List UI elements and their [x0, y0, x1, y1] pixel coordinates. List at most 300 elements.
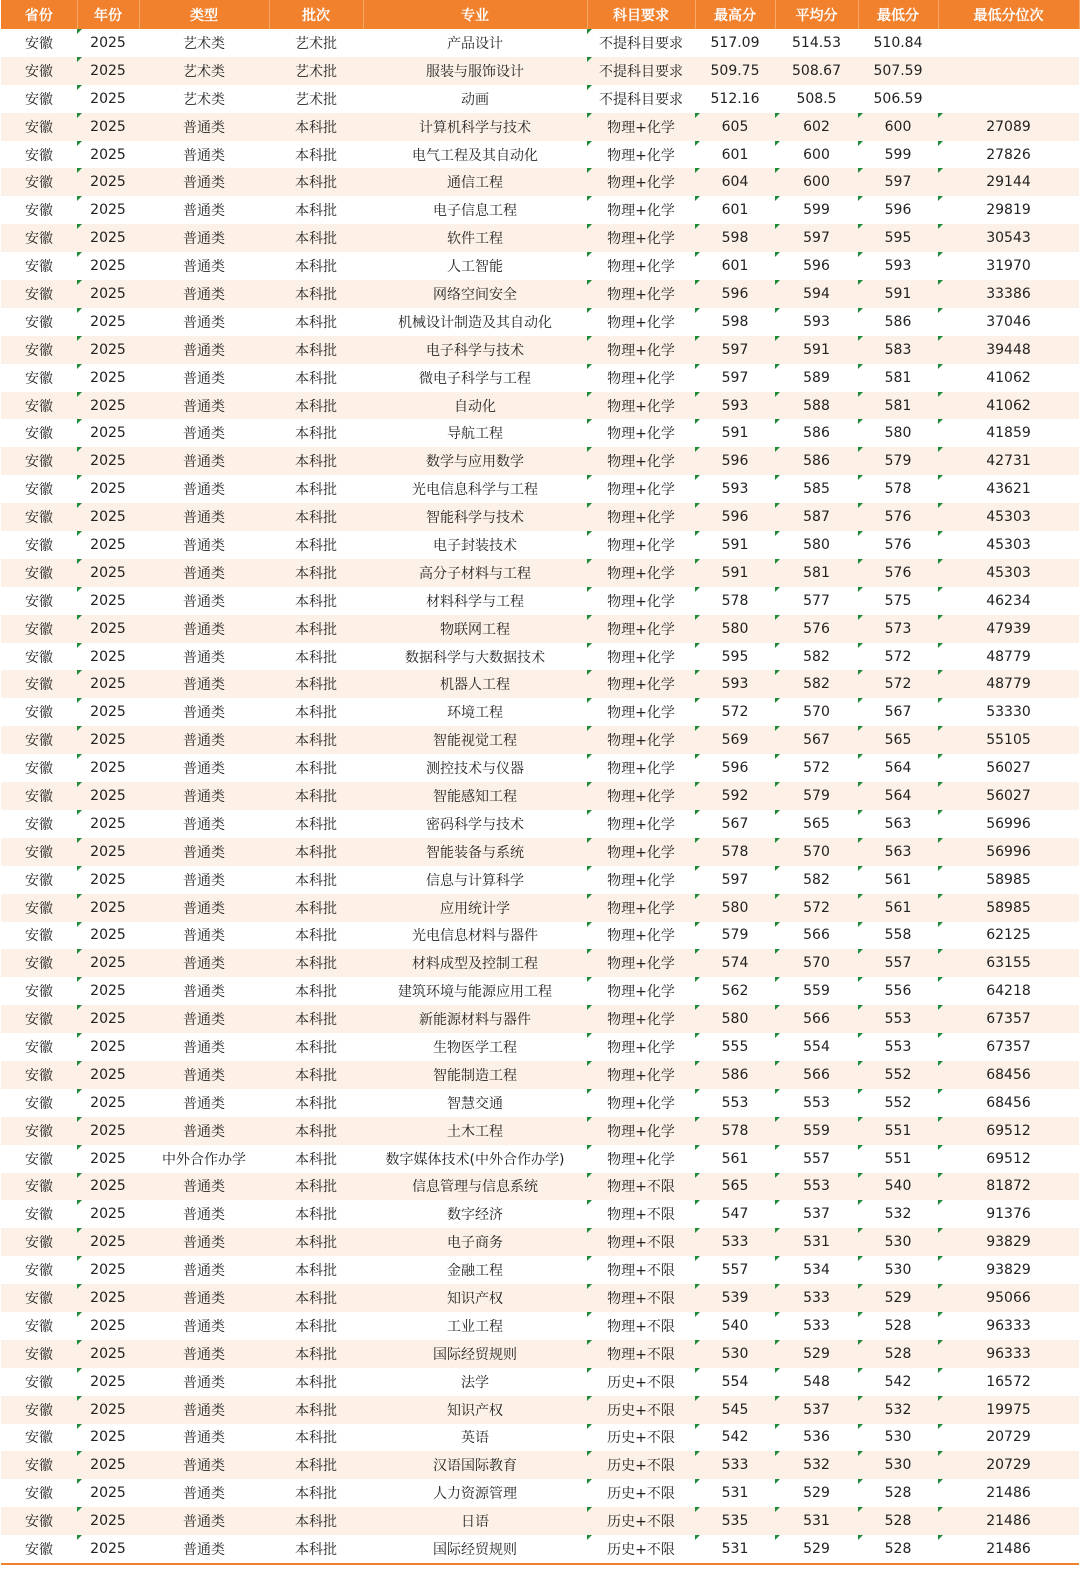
cell-major[interactable]: 电子科学与技术: [363, 336, 587, 364]
cell-min-score[interactable]: 597: [858, 168, 938, 196]
cell-max-score[interactable]: 574: [695, 949, 775, 977]
cell-year[interactable]: 2025: [77, 643, 139, 671]
cell-batch[interactable]: 本科批: [269, 1173, 363, 1201]
cell-min-score[interactable]: 596: [858, 196, 938, 224]
cell-type[interactable]: 普通类: [139, 1033, 269, 1061]
cell-batch[interactable]: 本科批: [269, 113, 363, 141]
cell-max-score[interactable]: 565: [695, 1173, 775, 1201]
cell-subject-requirement[interactable]: 历史+不限: [587, 1535, 695, 1563]
cell-province[interactable]: 安徽: [1, 1089, 77, 1117]
cell-avg-score[interactable]: 565: [775, 810, 858, 838]
cell-subject-requirement[interactable]: 物理+化学: [587, 531, 695, 559]
cell-subject-requirement[interactable]: 物理+化学: [587, 392, 695, 420]
cell-type[interactable]: 普通类: [139, 1089, 269, 1117]
cell-avg-score[interactable]: 572: [775, 894, 858, 922]
cell-major[interactable]: 新能源材料与器件: [363, 1005, 587, 1033]
cell-batch[interactable]: 本科批: [269, 615, 363, 643]
cell-subject-requirement[interactable]: 物理+化学: [587, 196, 695, 224]
cell-year[interactable]: 2025: [77, 1061, 139, 1089]
cell-min-rank[interactable]: 21486: [938, 1479, 1079, 1507]
cell-subject-requirement[interactable]: 历史+不限: [587, 1507, 695, 1535]
cell-max-score[interactable]: 531: [695, 1535, 775, 1563]
cell-min-rank[interactable]: 95066: [938, 1284, 1079, 1312]
cell-major[interactable]: 智能科学与技术: [363, 503, 587, 531]
cell-max-score[interactable]: 597: [695, 336, 775, 364]
cell-major[interactable]: 微电子科学与工程: [363, 364, 587, 392]
cell-subject-requirement[interactable]: 物理+化学: [587, 168, 695, 196]
cell-max-score[interactable]: 596: [695, 503, 775, 531]
cell-major[interactable]: 英语: [363, 1424, 587, 1452]
cell-batch[interactable]: 本科批: [269, 224, 363, 252]
cell-subject-requirement[interactable]: 物理+化学: [587, 336, 695, 364]
cell-batch[interactable]: 艺术批: [269, 57, 363, 85]
cell-subject-requirement[interactable]: 物理+化学: [587, 308, 695, 336]
cell-avg-score[interactable]: 533: [775, 1284, 858, 1312]
cell-batch[interactable]: 本科批: [269, 419, 363, 447]
cell-major[interactable]: 日语: [363, 1507, 587, 1535]
cell-year[interactable]: 2025: [77, 419, 139, 447]
cell-major[interactable]: 人工智能: [363, 252, 587, 280]
cell-major[interactable]: 产品设计: [363, 29, 587, 57]
cell-province[interactable]: 安徽: [1, 977, 77, 1005]
cell-min-rank[interactable]: 43621: [938, 475, 1079, 503]
cell-subject-requirement[interactable]: 物理+不限: [587, 1284, 695, 1312]
cell-major[interactable]: 知识产权: [363, 1284, 587, 1312]
cell-max-score[interactable]: 562: [695, 977, 775, 1005]
cell-subject-requirement[interactable]: 物理+化学: [587, 866, 695, 894]
cell-type[interactable]: 普通类: [139, 810, 269, 838]
cell-subject-requirement[interactable]: 物理+化学: [587, 503, 695, 531]
cell-avg-score[interactable]: 588: [775, 392, 858, 420]
cell-min-rank[interactable]: 33386: [938, 280, 1079, 308]
cell-max-score[interactable]: 578: [695, 587, 775, 615]
cell-province[interactable]: 安徽: [1, 503, 77, 531]
cell-type[interactable]: 普通类: [139, 1507, 269, 1535]
cell-type[interactable]: 中外合作办学: [139, 1145, 269, 1173]
cell-type[interactable]: 普通类: [139, 447, 269, 475]
cell-year[interactable]: 2025: [77, 1117, 139, 1145]
cell-max-score[interactable]: 533: [695, 1228, 775, 1256]
cell-min-rank[interactable]: 48779: [938, 643, 1079, 671]
cell-avg-score[interactable]: 553: [775, 1089, 858, 1117]
cell-subject-requirement[interactable]: 历史+不限: [587, 1368, 695, 1396]
cell-type[interactable]: 普通类: [139, 615, 269, 643]
cell-min-score[interactable]: 591: [858, 280, 938, 308]
cell-min-rank[interactable]: 31970: [938, 252, 1079, 280]
cell-year[interactable]: 2025: [77, 1535, 139, 1563]
cell-avg-score[interactable]: 529: [775, 1535, 858, 1563]
cell-province[interactable]: 安徽: [1, 447, 77, 475]
cell-batch[interactable]: 本科批: [269, 1507, 363, 1535]
cell-year[interactable]: 2025: [77, 252, 139, 280]
cell-year[interactable]: 2025: [77, 85, 139, 113]
cell-year[interactable]: 2025: [77, 29, 139, 57]
cell-subject-requirement[interactable]: 物理+不限: [587, 1256, 695, 1284]
cell-min-score[interactable]: 572: [858, 670, 938, 698]
cell-avg-score[interactable]: 599: [775, 196, 858, 224]
cell-subject-requirement[interactable]: 物理+不限: [587, 1173, 695, 1201]
cell-province[interactable]: 安徽: [1, 1368, 77, 1396]
cell-subject-requirement[interactable]: 物理+化学: [587, 922, 695, 950]
cell-province[interactable]: 安徽: [1, 838, 77, 866]
cell-subject-requirement[interactable]: 物理+化学: [587, 1089, 695, 1117]
cell-batch[interactable]: 本科批: [269, 810, 363, 838]
cell-province[interactable]: 安徽: [1, 615, 77, 643]
cell-subject-requirement[interactable]: 物理+化学: [587, 559, 695, 587]
cell-province[interactable]: 安徽: [1, 531, 77, 559]
cell-year[interactable]: 2025: [77, 782, 139, 810]
cell-min-rank[interactable]: 20729: [938, 1424, 1079, 1452]
cell-year[interactable]: 2025: [77, 1284, 139, 1312]
cell-major[interactable]: 导航工程: [363, 419, 587, 447]
cell-min-score[interactable]: 551: [858, 1117, 938, 1145]
cell-batch[interactable]: 本科批: [269, 1117, 363, 1145]
cell-subject-requirement[interactable]: 历史+不限: [587, 1451, 695, 1479]
cell-major[interactable]: 数字媒体技术(中外合作办学): [363, 1145, 587, 1173]
cell-avg-score[interactable]: 533: [775, 1312, 858, 1340]
cell-batch[interactable]: 本科批: [269, 1340, 363, 1368]
cell-max-score[interactable]: 592: [695, 782, 775, 810]
cell-major[interactable]: 智慧交通: [363, 1089, 587, 1117]
cell-avg-score[interactable]: 600: [775, 168, 858, 196]
cell-min-rank[interactable]: 46234: [938, 587, 1079, 615]
cell-batch[interactable]: 本科批: [269, 838, 363, 866]
cell-subject-requirement[interactable]: 不提科目要求: [587, 29, 695, 57]
cell-batch[interactable]: 本科批: [269, 1284, 363, 1312]
cell-major[interactable]: 电子封装技术: [363, 531, 587, 559]
cell-min-rank[interactable]: [938, 85, 1079, 113]
cell-type[interactable]: 普通类: [139, 364, 269, 392]
cell-major[interactable]: 土木工程: [363, 1117, 587, 1145]
cell-min-score[interactable]: 593: [858, 252, 938, 280]
cell-max-score[interactable]: 593: [695, 475, 775, 503]
cell-batch[interactable]: 本科批: [269, 1228, 363, 1256]
cell-max-score[interactable]: 569: [695, 726, 775, 754]
cell-min-score[interactable]: 558: [858, 922, 938, 950]
cell-type[interactable]: 艺术类: [139, 85, 269, 113]
cell-subject-requirement[interactable]: 物理+化学: [587, 754, 695, 782]
cell-batch[interactable]: 艺术批: [269, 85, 363, 113]
cell-subject-requirement[interactable]: 物理+化学: [587, 280, 695, 308]
cell-province[interactable]: 安徽: [1, 922, 77, 950]
cell-type[interactable]: 普通类: [139, 754, 269, 782]
cell-max-score[interactable]: 580: [695, 1005, 775, 1033]
cell-year[interactable]: 2025: [77, 949, 139, 977]
cell-batch[interactable]: 本科批: [269, 1479, 363, 1507]
cell-batch[interactable]: 本科批: [269, 141, 363, 169]
cell-max-score[interactable]: 591: [695, 419, 775, 447]
cell-batch[interactable]: 本科批: [269, 447, 363, 475]
cell-province[interactable]: 安徽: [1, 949, 77, 977]
cell-min-rank[interactable]: 56027: [938, 754, 1079, 782]
cell-year[interactable]: 2025: [77, 196, 139, 224]
cell-major[interactable]: 国际经贸规则: [363, 1340, 587, 1368]
cell-year[interactable]: 2025: [77, 559, 139, 587]
cell-province[interactable]: 安徽: [1, 1228, 77, 1256]
cell-year[interactable]: 2025: [77, 810, 139, 838]
cell-year[interactable]: 2025: [77, 754, 139, 782]
cell-province[interactable]: 安徽: [1, 1117, 77, 1145]
cell-min-rank[interactable]: 39448: [938, 336, 1079, 364]
cell-province[interactable]: 安徽: [1, 1507, 77, 1535]
cell-subject-requirement[interactable]: 物理+化学: [587, 1005, 695, 1033]
cell-province[interactable]: 安徽: [1, 141, 77, 169]
cell-avg-score[interactable]: 594: [775, 280, 858, 308]
cell-min-score[interactable]: 528: [858, 1340, 938, 1368]
cell-min-rank[interactable]: 96333: [938, 1312, 1079, 1340]
cell-batch[interactable]: 本科批: [269, 894, 363, 922]
cell-max-score[interactable]: 595: [695, 643, 775, 671]
cell-province[interactable]: 安徽: [1, 1005, 77, 1033]
cell-subject-requirement[interactable]: 物理+化学: [587, 419, 695, 447]
cell-batch[interactable]: 本科批: [269, 726, 363, 754]
cell-major[interactable]: 数据科学与大数据技术: [363, 643, 587, 671]
cell-avg-score[interactable]: 508.5: [775, 85, 858, 113]
cell-min-score[interactable]: 540: [858, 1173, 938, 1201]
cell-year[interactable]: 2025: [77, 224, 139, 252]
cell-min-rank[interactable]: 63155: [938, 949, 1079, 977]
cell-subject-requirement[interactable]: 物理+不限: [587, 1312, 695, 1340]
cell-year[interactable]: 2025: [77, 1451, 139, 1479]
cell-avg-score[interactable]: 580: [775, 531, 858, 559]
cell-province[interactable]: 安徽: [1, 670, 77, 698]
cell-batch[interactable]: 本科批: [269, 1424, 363, 1452]
cell-max-score[interactable]: 598: [695, 224, 775, 252]
cell-type[interactable]: 普通类: [139, 838, 269, 866]
cell-year[interactable]: 2025: [77, 392, 139, 420]
cell-avg-score[interactable]: 596: [775, 252, 858, 280]
cell-major[interactable]: 建筑环境与能源应用工程: [363, 977, 587, 1005]
cell-min-score[interactable]: 553: [858, 1033, 938, 1061]
cell-major[interactable]: 通信工程: [363, 168, 587, 196]
cell-max-score[interactable]: 567: [695, 810, 775, 838]
cell-batch[interactable]: 本科批: [269, 531, 363, 559]
cell-min-rank[interactable]: 67357: [938, 1033, 1079, 1061]
cell-year[interactable]: 2025: [77, 1089, 139, 1117]
cell-avg-score[interactable]: 566: [775, 1061, 858, 1089]
cell-min-rank[interactable]: 27089: [938, 113, 1079, 141]
header-province[interactable]: 省份: [1, 0, 77, 29]
cell-avg-score[interactable]: 589: [775, 364, 858, 392]
cell-type[interactable]: 普通类: [139, 782, 269, 810]
cell-max-score[interactable]: 593: [695, 392, 775, 420]
cell-min-score[interactable]: 595: [858, 224, 938, 252]
cell-type[interactable]: 普通类: [139, 308, 269, 336]
cell-avg-score[interactable]: 537: [775, 1396, 858, 1424]
cell-year[interactable]: 2025: [77, 1368, 139, 1396]
cell-type[interactable]: 普通类: [139, 1284, 269, 1312]
cell-min-score[interactable]: 599: [858, 141, 938, 169]
cell-batch[interactable]: 本科批: [269, 782, 363, 810]
cell-min-rank[interactable]: 42731: [938, 447, 1079, 475]
cell-province[interactable]: 安徽: [1, 336, 77, 364]
cell-max-score[interactable]: 509.75: [695, 57, 775, 85]
cell-province[interactable]: 安徽: [1, 587, 77, 615]
cell-major[interactable]: 知识产权: [363, 1396, 587, 1424]
cell-type[interactable]: 普通类: [139, 1368, 269, 1396]
cell-major[interactable]: 信息与计算科学: [363, 866, 587, 894]
cell-min-score[interactable]: 530: [858, 1451, 938, 1479]
cell-province[interactable]: 安徽: [1, 1396, 77, 1424]
cell-avg-score[interactable]: 591: [775, 336, 858, 364]
cell-province[interactable]: 安徽: [1, 85, 77, 113]
cell-min-score[interactable]: 563: [858, 838, 938, 866]
cell-major[interactable]: 服装与服饰设计: [363, 57, 587, 85]
cell-province[interactable]: 安徽: [1, 754, 77, 782]
cell-major[interactable]: 光电信息材料与器件: [363, 922, 587, 950]
cell-max-score[interactable]: 605: [695, 113, 775, 141]
cell-major[interactable]: 法学: [363, 1368, 587, 1396]
cell-subject-requirement[interactable]: 历史+不限: [587, 1424, 695, 1452]
cell-max-score[interactable]: 591: [695, 559, 775, 587]
cell-min-rank[interactable]: 69512: [938, 1117, 1079, 1145]
cell-year[interactable]: 2025: [77, 1005, 139, 1033]
cell-type[interactable]: 普通类: [139, 419, 269, 447]
cell-avg-score[interactable]: 566: [775, 922, 858, 950]
cell-max-score[interactable]: 555: [695, 1033, 775, 1061]
cell-avg-score[interactable]: 534: [775, 1256, 858, 1284]
cell-year[interactable]: 2025: [77, 364, 139, 392]
cell-year[interactable]: 2025: [77, 336, 139, 364]
cell-year[interactable]: 2025: [77, 922, 139, 950]
cell-type[interactable]: 普通类: [139, 113, 269, 141]
cell-batch[interactable]: 本科批: [269, 475, 363, 503]
cell-year[interactable]: 2025: [77, 280, 139, 308]
cell-min-score[interactable]: 564: [858, 754, 938, 782]
cell-province[interactable]: 安徽: [1, 252, 77, 280]
cell-min-rank[interactable]: 68456: [938, 1061, 1079, 1089]
cell-subject-requirement[interactable]: 物理+化学: [587, 1145, 695, 1173]
cell-max-score[interactable]: 540: [695, 1312, 775, 1340]
cell-year[interactable]: 2025: [77, 113, 139, 141]
cell-min-rank[interactable]: 41062: [938, 364, 1079, 392]
cell-batch[interactable]: 本科批: [269, 280, 363, 308]
cell-year[interactable]: 2025: [77, 894, 139, 922]
cell-avg-score[interactable]: 572: [775, 754, 858, 782]
cell-batch[interactable]: 本科批: [269, 364, 363, 392]
cell-subject-requirement[interactable]: 物理+化学: [587, 810, 695, 838]
cell-avg-score[interactable]: 597: [775, 224, 858, 252]
cell-batch[interactable]: 本科批: [269, 1145, 363, 1173]
cell-min-rank[interactable]: 29819: [938, 196, 1079, 224]
cell-batch[interactable]: 本科批: [269, 1200, 363, 1228]
cell-min-score[interactable]: 506.59: [858, 85, 938, 113]
cell-min-rank[interactable]: 58985: [938, 866, 1079, 894]
cell-major[interactable]: 金融工程: [363, 1256, 587, 1284]
header-subject-requirement[interactable]: 科目要求: [587, 0, 695, 29]
cell-type[interactable]: 普通类: [139, 1117, 269, 1145]
cell-max-score[interactable]: 530: [695, 1340, 775, 1368]
cell-year[interactable]: 2025: [77, 308, 139, 336]
cell-province[interactable]: 安徽: [1, 392, 77, 420]
cell-min-score[interactable]: 556: [858, 977, 938, 1005]
cell-province[interactable]: 安徽: [1, 1256, 77, 1284]
cell-max-score[interactable]: 531: [695, 1479, 775, 1507]
cell-max-score[interactable]: 579: [695, 922, 775, 950]
cell-max-score[interactable]: 535: [695, 1507, 775, 1535]
cell-max-score[interactable]: 545: [695, 1396, 775, 1424]
cell-batch[interactable]: 本科批: [269, 336, 363, 364]
cell-province[interactable]: 安徽: [1, 866, 77, 894]
cell-type[interactable]: 普通类: [139, 475, 269, 503]
cell-max-score[interactable]: 539: [695, 1284, 775, 1312]
header-max-score[interactable]: 最高分: [695, 0, 775, 29]
cell-type[interactable]: 普通类: [139, 670, 269, 698]
cell-max-score[interactable]: 580: [695, 615, 775, 643]
cell-type[interactable]: 普通类: [139, 1173, 269, 1201]
cell-type[interactable]: 普通类: [139, 643, 269, 671]
cell-year[interactable]: 2025: [77, 1173, 139, 1201]
cell-min-score[interactable]: 567: [858, 698, 938, 726]
cell-major[interactable]: 信息管理与信息系统: [363, 1173, 587, 1201]
cell-avg-score[interactable]: 532: [775, 1451, 858, 1479]
cell-min-score[interactable]: 561: [858, 866, 938, 894]
cell-type[interactable]: 普通类: [139, 894, 269, 922]
cell-min-rank[interactable]: 41859: [938, 419, 1079, 447]
cell-min-rank[interactable]: 93829: [938, 1256, 1079, 1284]
cell-year[interactable]: 2025: [77, 447, 139, 475]
cell-batch[interactable]: 本科批: [269, 922, 363, 950]
cell-subject-requirement[interactable]: 物理+化学: [587, 670, 695, 698]
cell-subject-requirement[interactable]: 历史+不限: [587, 1479, 695, 1507]
cell-avg-score[interactable]: 579: [775, 782, 858, 810]
header-year[interactable]: 年份: [77, 0, 139, 29]
cell-min-rank[interactable]: 29144: [938, 168, 1079, 196]
cell-year[interactable]: 2025: [77, 866, 139, 894]
cell-province[interactable]: 安徽: [1, 810, 77, 838]
cell-avg-score[interactable]: 548: [775, 1368, 858, 1396]
cell-batch[interactable]: 本科批: [269, 1089, 363, 1117]
cell-year[interactable]: 2025: [77, 615, 139, 643]
cell-min-score[interactable]: 551: [858, 1145, 938, 1173]
cell-type[interactable]: 普通类: [139, 1535, 269, 1563]
cell-type[interactable]: 艺术类: [139, 29, 269, 57]
cell-type[interactable]: 普通类: [139, 224, 269, 252]
cell-major[interactable]: 软件工程: [363, 224, 587, 252]
cell-province[interactable]: 安徽: [1, 1200, 77, 1228]
cell-major[interactable]: 电子信息工程: [363, 196, 587, 224]
cell-avg-score[interactable]: 514.53: [775, 29, 858, 57]
cell-avg-score[interactable]: 536: [775, 1424, 858, 1452]
cell-avg-score[interactable]: 576: [775, 615, 858, 643]
cell-min-rank[interactable]: 58985: [938, 894, 1079, 922]
header-major[interactable]: 专业: [363, 0, 587, 29]
cell-year[interactable]: 2025: [77, 141, 139, 169]
cell-batch[interactable]: 本科批: [269, 503, 363, 531]
cell-year[interactable]: 2025: [77, 587, 139, 615]
cell-avg-score[interactable]: 508.67: [775, 57, 858, 85]
cell-min-rank[interactable]: 68456: [938, 1089, 1079, 1117]
cell-min-score[interactable]: 575: [858, 587, 938, 615]
cell-province[interactable]: 安徽: [1, 57, 77, 85]
cell-province[interactable]: 安徽: [1, 475, 77, 503]
cell-batch[interactable]: 本科批: [269, 587, 363, 615]
cell-min-score[interactable]: 530: [858, 1424, 938, 1452]
cell-avg-score[interactable]: 581: [775, 559, 858, 587]
cell-type[interactable]: 艺术类: [139, 57, 269, 85]
cell-avg-score[interactable]: 566: [775, 1005, 858, 1033]
cell-type[interactable]: 普通类: [139, 141, 269, 169]
cell-max-score[interactable]: 596: [695, 280, 775, 308]
cell-major[interactable]: 密码科学与技术: [363, 810, 587, 838]
cell-avg-score[interactable]: 600: [775, 141, 858, 169]
cell-major[interactable]: 智能视觉工程: [363, 726, 587, 754]
cell-max-score[interactable]: 557: [695, 1256, 775, 1284]
cell-min-score[interactable]: 528: [858, 1507, 938, 1535]
cell-min-score[interactable]: 532: [858, 1396, 938, 1424]
cell-min-rank[interactable]: 45303: [938, 531, 1079, 559]
cell-subject-requirement[interactable]: 物理+化学: [587, 977, 695, 1005]
